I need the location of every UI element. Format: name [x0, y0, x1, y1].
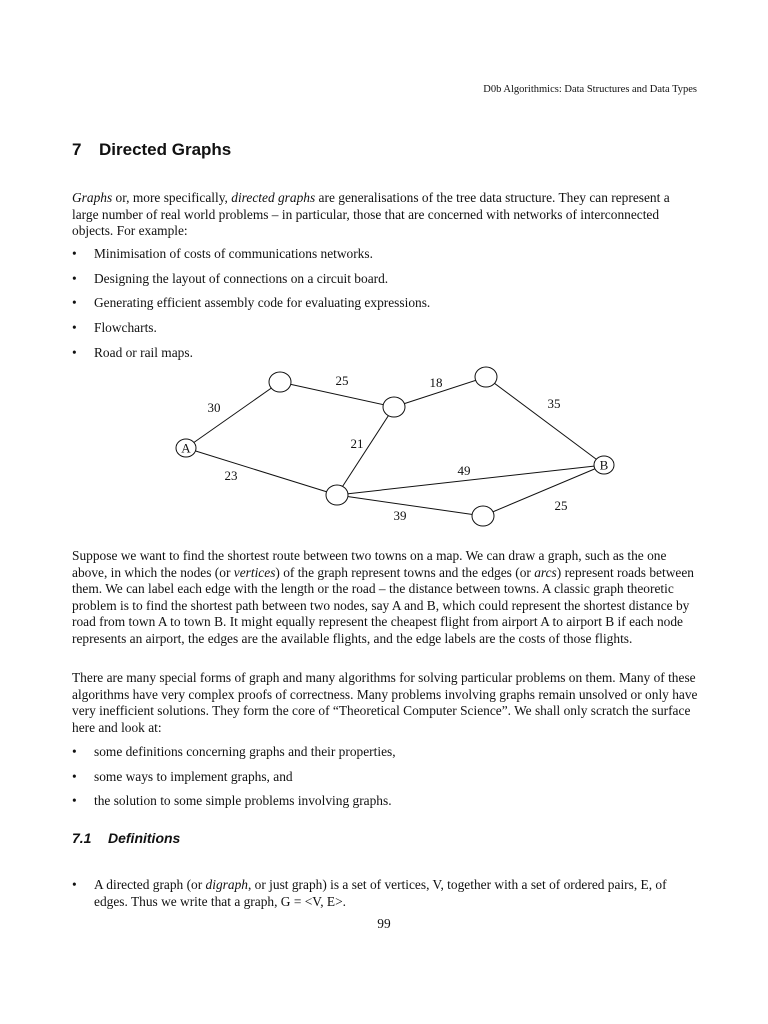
definitions-list — [72, 877, 699, 918]
list-item-text: Minimisation of costs of communications networks. — [94, 246, 373, 261]
graph-edge — [337, 495, 483, 516]
route-text-1: Suppose we want to find the shortest route between two towns on a map. We can draw a graph, such as the one above, in which the nodes (or — [72, 548, 667, 580]
bullet-icon: • — [72, 344, 77, 360]
bullet-icon: • — [72, 793, 77, 809]
edge-label: 39 — [393, 508, 407, 523]
graph-node — [472, 506, 494, 526]
list-item — [72, 877, 699, 910]
list-item — [72, 769, 699, 786]
topics-list — [72, 744, 699, 818]
graph-node — [269, 372, 291, 392]
graph-edge — [483, 465, 604, 516]
term-digraph: digraph — [205, 877, 248, 892]
graph-edge — [337, 465, 604, 495]
page-number: 99 — [377, 916, 391, 931]
definition-text-1: A directed graph (or — [94, 877, 206, 892]
list-item-text: some definitions concerning graphs and their properties, — [94, 744, 396, 759]
list-item-text: the solution to some simple problems involving graphs. — [94, 793, 392, 809]
section-title-text: Definitions — [108, 830, 181, 846]
chapter-number: 7 — [72, 140, 82, 159]
bullet-icon: • — [72, 295, 77, 311]
list-item-text: Designing the layout of connections on a circuit board. — [94, 270, 389, 286]
graph-node — [475, 367, 497, 387]
algorithms-paragraph: There are many special forms of graph and many algorithms for solving particular problems on them. Many of these algorithms have very complex proofs of correctness. Many problems involving graphs remain unsolved or only have very inefficient solutions. They form the core of “Theoretical Computer Science”. We shall only scratch the surface here and look at: — [72, 670, 698, 735]
list-item-text: Road or rail maps. — [94, 344, 193, 360]
bullet-icon: • — [72, 270, 77, 286]
definition-text-2: , or just graph) is a set of vertices, V, together with a set of ordered pairs, E, of edges. Thus we write that a graph, G = <V, E>. — [94, 877, 667, 909]
bullet-icon: • — [72, 744, 77, 759]
edge-label: 18 — [429, 375, 443, 390]
edge-label: 23 — [224, 468, 238, 483]
term-graphs: Graphs — [72, 190, 113, 205]
intro-text-1: or, more specifically, — [112, 190, 232, 205]
bullet-icon: • — [72, 246, 77, 261]
list-item — [72, 793, 699, 810]
graph-edge — [186, 382, 280, 448]
list-item-text: Generating efficient assembly code for evaluating expressions. — [94, 295, 431, 311]
bullet-icon: • — [72, 320, 77, 336]
list-item — [72, 744, 699, 761]
chapter-title-text: Directed Graphs — [99, 140, 232, 159]
edge-label: 25 — [335, 373, 349, 388]
edge-label: 49 — [457, 463, 471, 478]
section-title — [72, 830, 180, 846]
edge-label: 21 — [350, 436, 364, 451]
list-item-text: some ways to implement graphs, and — [94, 768, 293, 784]
running-head: D0b Algorithmics: Data Structures and Data Types — [483, 84, 697, 95]
node-label-b: B — [599, 457, 609, 473]
graph-edge — [186, 448, 337, 495]
section-number: 7.1 — [72, 830, 92, 846]
term-directed-graphs: directed graphs — [231, 190, 316, 205]
route-text-3: ) represent roads between them. We can label each edge with the length or the road – the distance between towns. A classic graph theoretic problem is to find the shortest path between two nodes, say A and B, which could represent the shortest distance by road from town A to town B. It might equally represent the cheapest flight from airport A to airport B if each node represents an airport, the edges are the available flights, and the edge labels are the costs of those flights. — [72, 564, 694, 646]
term-vertices: vertices — [233, 564, 276, 580]
list-item-text: Flowcharts. — [94, 320, 157, 336]
graph-edge — [486, 377, 604, 465]
edge-label: 25 — [554, 498, 568, 513]
node-label-a: A — [181, 440, 191, 456]
bullet-icon: • — [72, 768, 77, 784]
term-arcs: arcs — [534, 564, 557, 580]
edge-label: 35 — [547, 396, 561, 411]
graph-node — [326, 485, 348, 505]
intro-text-2: are generalisations of the tree data structure. They can represent a large number of real world problems – in particular, those that are concerned with networks of interconnected objects. For example: — [72, 190, 670, 238]
edge-label: 30 — [207, 400, 221, 415]
graph-edge — [337, 407, 394, 495]
bullet-icon: • — [72, 877, 77, 892]
graph-node — [383, 397, 405, 417]
route-paragraph — [72, 548, 699, 647]
route-text-2: ) of the graph represent towns and the edges (or — [275, 564, 535, 580]
